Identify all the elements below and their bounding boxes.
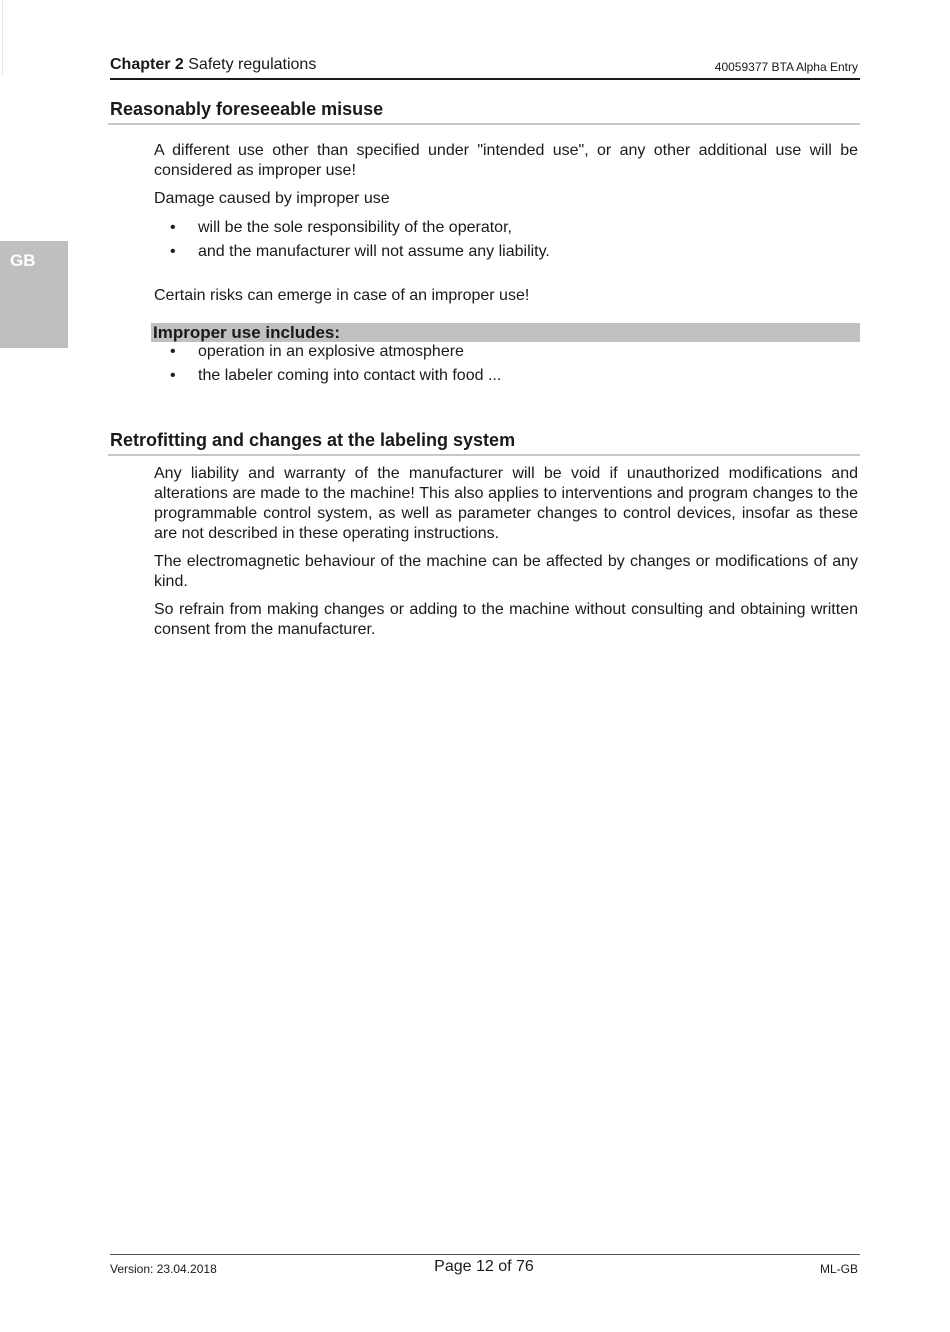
improper-use-heading-text: Improper use includes:: [153, 323, 341, 342]
retrofitting-paragraph-2: The electromagnetic behaviour of the machine can be affected by changes or modifications of any kind.: [154, 553, 858, 590]
list-item-text: will be the sole responsibility of the operator,: [198, 219, 512, 236]
document-id: 40059377 BTA Alpha Entry: [714, 60, 858, 74]
retrofitting-paragraph-3: So refrain from making changes or adding to the machine without consulting and obtaining written consent from the manufacturer.: [154, 601, 858, 638]
language-tab-label: GB: [10, 251, 36, 270]
page-edge-line: [2, 0, 3, 75]
bullet-icon: •: [170, 243, 176, 260]
bullet-icon: •: [170, 219, 176, 236]
section-title-retrofitting: Retrofitting and changes at the labeling system: [108, 430, 860, 456]
chapter-label: Chapter 2: [110, 56, 184, 73]
page-header: [110, 56, 860, 80]
bullet-icon: •: [170, 367, 176, 384]
chapter-title: Safety regulations: [188, 56, 317, 73]
misuse-paragraph-2: Damage caused by improper use: [154, 190, 390, 207]
list-item-text: the labeler coming into contact with food ...: [198, 367, 502, 384]
list-item-text: and the manufacturer will not assume any liability.: [198, 243, 550, 260]
page-number-text: Page 12 of 76: [434, 1258, 534, 1275]
misuse-paragraph-1: A different use other than specified under "intended use", or any other additional use will be considered as improper use!: [154, 142, 858, 179]
section-title-misuse: Reasonably foreseeable misuse: [108, 99, 860, 125]
misuse-paragraph-3: Certain risks can emerge in case of an improper use!: [154, 287, 530, 304]
retrofitting-paragraph-1: Any liability and warranty of the manufacturer will be void if unauthorized modifications and alterations are made to the machine! This also applies to interventions and program changes to the programmable control system, as well as parameter changes to control devices, insofar as these are not described in these operating instructions.: [154, 465, 858, 542]
page-number: [110, 1258, 860, 1276]
language-tab: [0, 241, 68, 348]
document-code: ML-GB: [819, 1262, 858, 1276]
list-item-text: operation in an explosive atmosphere: [198, 343, 464, 360]
page-footer: [110, 1254, 860, 1285]
improper-use-heading: [151, 323, 860, 342]
chapter-heading: [110, 56, 316, 74]
version-label: Version: 23.04.2018: [110, 1262, 217, 1276]
bullet-icon: •: [170, 343, 176, 360]
